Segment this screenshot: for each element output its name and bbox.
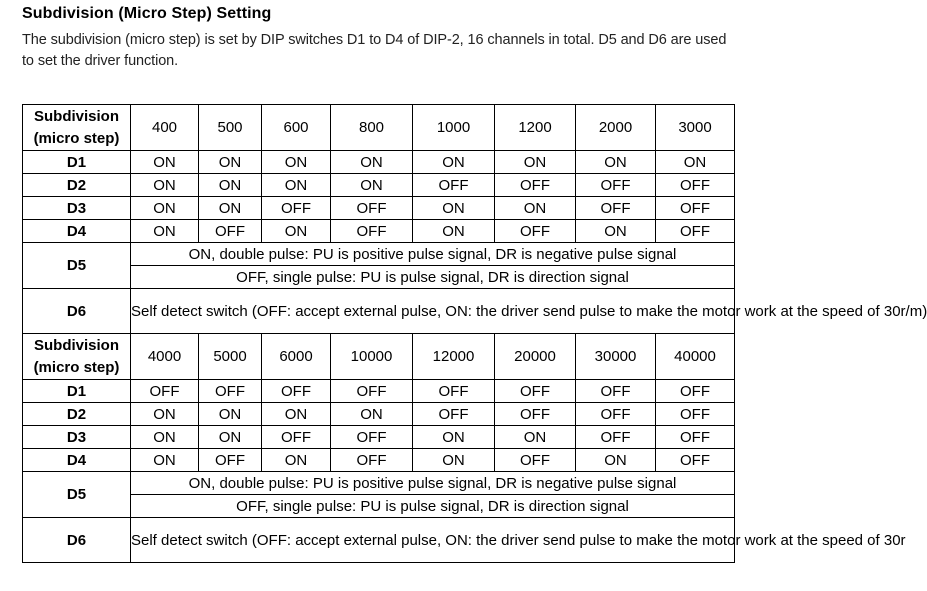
switch-state-cell: OFF	[495, 380, 576, 403]
switch-state-cell: OFF	[495, 174, 576, 197]
switch-state-cell: OFF	[656, 449, 735, 472]
switch-row-d1	[23, 380, 735, 403]
switch-state-cell: OFF	[199, 449, 262, 472]
switch-state-cell: OFF	[656, 380, 735, 403]
switch-state-cell: ON	[331, 403, 413, 426]
step-value-cell: 4000	[131, 334, 199, 380]
switch-state-cell: OFF	[199, 380, 262, 403]
switch-state-cell: OFF	[656, 174, 735, 197]
switch-state-cell: ON	[413, 151, 495, 174]
switch-state-cell: ON	[413, 449, 495, 472]
switch-state-cell: ON	[576, 220, 656, 243]
switch-state-cell: OFF	[331, 220, 413, 243]
step-header-row	[23, 334, 735, 380]
switch-state-cell: ON	[131, 426, 199, 449]
switch-state-cell: ON	[262, 449, 331, 472]
switch-name-cell: D1	[23, 151, 131, 174]
subdivision-header-line: Subdivision	[33, 336, 119, 354]
step-value-cell: 12000	[413, 334, 495, 380]
switch-state-cell: OFF	[495, 403, 576, 426]
switch-name-cell: D3	[23, 426, 131, 449]
step-value-cell: 500	[199, 105, 262, 151]
switch-state-cell: OFF	[576, 380, 656, 403]
switch-row-d2	[23, 403, 735, 426]
switch-name-cell: D4	[23, 220, 131, 243]
switch-state-cell: ON	[576, 151, 656, 174]
switch-state-cell: OFF	[495, 449, 576, 472]
d6-description: Self detect switch (OFF: accept external pulse, ON: the driver send pulse to make the motor work at the speed of 30r	[131, 518, 735, 563]
switch-name-cell: D6	[23, 518, 131, 563]
switch-state-cell: ON	[131, 449, 199, 472]
switch-state-cell: OFF	[576, 403, 656, 426]
d5-on-description: ON, double pulse: PU is positive pulse signal, DR is negative pulse signal	[131, 243, 735, 266]
switch-state-cell: OFF	[331, 380, 413, 403]
step-value-cell: 40000	[656, 334, 735, 380]
switch-state-cell: OFF	[262, 380, 331, 403]
d6-description: Self detect switch (OFF: accept external pulse, ON: the driver send pulse to make the motor work at the speed of 30r/m)	[131, 289, 735, 334]
switch-state-cell: OFF	[331, 426, 413, 449]
switch-state-cell: ON	[262, 220, 331, 243]
switch-state-cell: OFF	[656, 220, 735, 243]
switch-state-cell: OFF	[331, 449, 413, 472]
switch-state-cell: OFF	[576, 197, 656, 220]
switch-state-cell: ON	[131, 174, 199, 197]
switch-state-cell: ON	[199, 426, 262, 449]
switch-state-cell: OFF	[131, 380, 199, 403]
switch-state-cell: ON	[131, 151, 199, 174]
switch-row-d5	[23, 472, 735, 495]
switch-state-cell: OFF	[656, 197, 735, 220]
switch-state-cell: ON	[656, 151, 735, 174]
switch-state-cell: ON	[413, 426, 495, 449]
switch-state-cell: ON	[131, 197, 199, 220]
switch-row-d4	[23, 449, 735, 472]
switch-row-d5	[23, 243, 735, 266]
switch-state-cell: ON	[495, 426, 576, 449]
step-value-cell: 2000	[576, 105, 656, 151]
subdivision-header-line: (micro step)	[33, 129, 120, 147]
d5-on-description: ON, double pulse: PU is positive pulse signal, DR is negative pulse signal	[131, 472, 735, 495]
switch-state-cell: OFF	[262, 426, 331, 449]
switch-state-cell: OFF	[576, 174, 656, 197]
page-title: Subdivision (Micro Step) Setting	[22, 5, 272, 22]
step-value-cell: 10000	[331, 334, 413, 380]
subdivision-header-line: (micro step)	[33, 358, 120, 376]
step-value-cell: 20000	[495, 334, 576, 380]
step-value-cell: 3000	[656, 105, 735, 151]
switch-state-cell: OFF	[656, 426, 735, 449]
step-header-row	[23, 105, 735, 151]
switch-state-cell: OFF	[262, 197, 331, 220]
switch-state-cell: ON	[199, 197, 262, 220]
switch-state-cell: ON	[495, 151, 576, 174]
d5-off-description: OFF, single pulse: PU is pulse signal, DR is direction signal	[131, 495, 735, 518]
switch-state-cell: OFF	[576, 426, 656, 449]
switch-state-cell: OFF	[413, 174, 495, 197]
subdivision-header-line: Subdivision	[33, 107, 119, 125]
step-value-cell: 5000	[199, 334, 262, 380]
switch-state-cell: OFF	[199, 220, 262, 243]
switch-state-cell: ON	[495, 197, 576, 220]
switch-name-cell: D2	[23, 174, 131, 197]
switch-state-cell: ON	[199, 174, 262, 197]
step-value-cell: 800	[331, 105, 413, 151]
switch-row-d3	[23, 197, 735, 220]
switch-state-cell: ON	[413, 220, 495, 243]
switch-name-cell: D1	[23, 380, 131, 403]
switch-state-cell: ON	[331, 174, 413, 197]
subdivision-header-cell	[23, 105, 131, 151]
step-value-cell: 400	[131, 105, 199, 151]
step-value-cell: 1200	[495, 105, 576, 151]
subdivision-table	[22, 104, 927, 563]
d5-off-description: OFF, single pulse: PU is pulse signal, DR is direction signal	[131, 266, 735, 289]
switch-state-cell: ON	[131, 403, 199, 426]
switch-row-d3	[23, 426, 735, 449]
switch-state-cell: OFF	[495, 220, 576, 243]
switch-state-cell: OFF	[656, 403, 735, 426]
switch-name-cell: D2	[23, 403, 131, 426]
switch-state-cell: ON	[413, 197, 495, 220]
switch-row-d2	[23, 174, 735, 197]
switch-row-d1	[23, 151, 735, 174]
switch-name-cell: D3	[23, 197, 131, 220]
switch-state-cell: ON	[199, 151, 262, 174]
step-value-cell: 30000	[576, 334, 656, 380]
switch-state-cell: OFF	[413, 380, 495, 403]
switch-state-cell: ON	[262, 403, 331, 426]
switch-name-cell: D6	[23, 289, 131, 334]
switch-state-cell: OFF	[413, 403, 495, 426]
step-value-cell: 600	[262, 105, 331, 151]
switch-state-cell: ON	[199, 403, 262, 426]
switch-row-d6	[23, 518, 735, 563]
switch-state-cell: ON	[131, 220, 199, 243]
switch-state-cell: ON	[576, 449, 656, 472]
step-value-cell: 1000	[413, 105, 495, 151]
switch-name-cell: D5	[23, 472, 131, 518]
switch-name-cell: D5	[23, 243, 131, 289]
switch-state-cell: ON	[331, 151, 413, 174]
step-value-cell: 6000	[262, 334, 331, 380]
switch-state-cell: OFF	[331, 197, 413, 220]
switch-row-d4	[23, 220, 735, 243]
intro-paragraph: The subdivision (micro step) is set by DIP switches D1 to D4 of DIP-2, 16 channels in total. D5 and D6 are used to set the driver function.	[22, 32, 727, 69]
switch-state-cell: ON	[262, 151, 331, 174]
subdivision-header-cell	[23, 334, 131, 380]
switch-state-cell: ON	[262, 174, 331, 197]
switch-row-d6	[23, 289, 735, 334]
switch-name-cell: D4	[23, 449, 131, 472]
